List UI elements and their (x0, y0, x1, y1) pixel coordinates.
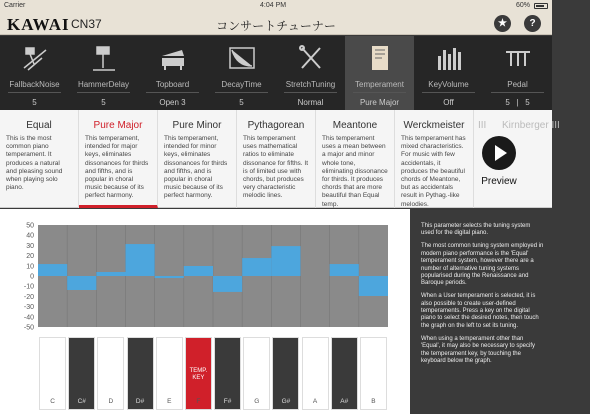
key-a-sharp[interactable] (331, 337, 358, 410)
tool-label: KeyVolume (428, 80, 469, 89)
temperament-list (0, 110, 560, 208)
key-g[interactable] (243, 337, 270, 410)
tool-value: 5 (101, 98, 106, 107)
chart-bar-b[interactable] (359, 276, 388, 296)
chart-bar-d-sharp[interactable] (126, 244, 155, 276)
temperament-card-meantone[interactable] (316, 110, 395, 208)
battery-icon (534, 3, 548, 9)
card-description: This temperament has mixed characteristics. For music with few accidentals, it produces the beautiful chords of Meantone, but as accidentals result in Pythag.-like melodies. (401, 135, 466, 208)
key-label: B (371, 398, 376, 405)
key-label: C# (77, 398, 86, 405)
y-tick-label: 20 (26, 253, 34, 261)
key-label: D (108, 398, 114, 405)
info-paragraph: When a User temperament is selected, it is also possible to create user-defined temperaments. Press a key on the digital piano to select the desired notes, then touch the graph on the left to set its tuning. (421, 293, 539, 329)
key-label: A (312, 398, 318, 405)
key-label: G (254, 398, 260, 405)
card-title: Pure Major (93, 120, 143, 131)
pedal-value-2: 5 (525, 98, 530, 107)
y-tick-label: -10 (23, 283, 34, 291)
card-title: III (478, 120, 487, 131)
tuning-panel (0, 209, 410, 414)
tool-value: Off (443, 98, 454, 107)
card-description: This temperament uses mathematical ratios to eliminate dissonance for fifths. It is of limited use with chords, but produces very characteristic melodic lines. (243, 135, 309, 200)
card-description: This temperament, intended for minor keys, eliminates dissonances for thirds and fifths, and is popular in choral music because of its perfect harmony. (164, 135, 228, 200)
key-label: D# (135, 398, 145, 405)
key-a[interactable] (302, 337, 329, 410)
tool-value: 5 (32, 98, 37, 107)
temperament-card-pure-major[interactable] (79, 110, 158, 208)
tool-hammerdelay[interactable] (69, 36, 138, 110)
tools-icon (296, 44, 326, 72)
preview-label: Preview (481, 176, 517, 187)
tool-label: FallbackNoise (9, 80, 60, 89)
key-label: F (196, 398, 201, 405)
favorite-button[interactable] (494, 15, 511, 32)
tool-topboard[interactable] (138, 36, 207, 110)
help-icon: ? (529, 18, 536, 29)
temp-key-label: TEMP. KEY (189, 368, 208, 381)
app-header (0, 12, 552, 35)
card-description: This temperament uses a mean between a major and minor whole tone, eliminating dissonance for thirds. It produces chords that are more beautiful than Equal temp. (322, 135, 388, 208)
temperament-card-pythagorean[interactable] (237, 110, 316, 208)
model-label: CN37 (71, 17, 102, 31)
tool-keyvolume[interactable] (414, 36, 483, 110)
temperament-keyboard (38, 337, 388, 410)
play-icon (482, 136, 516, 170)
kawai-logo: KAWAI (7, 15, 70, 34)
info-paragraph: This parameter selects the tuning system used for the digital piano. (421, 223, 531, 237)
key-b[interactable] (360, 337, 387, 410)
card-title: Werckmeister (403, 120, 465, 131)
key-label: E (167, 398, 172, 405)
tool-label: DecayTime (221, 80, 262, 89)
tool-decaytime[interactable] (207, 36, 276, 110)
chart-bar-g-sharp[interactable] (271, 246, 300, 276)
tool-value: Normal (297, 98, 324, 107)
tool-stretchtuning[interactable] (276, 36, 345, 110)
y-tick-label: 0 (30, 273, 34, 281)
y-tick-label: -50 (23, 324, 34, 332)
card-title: Equal (26, 120, 52, 131)
key-label: A# (340, 398, 349, 405)
card-description: This is the most common piano temperament. It produces a natural and pleasing sound when playing solo piano. (6, 135, 63, 192)
y-tick-label: -30 (23, 304, 34, 312)
y-tick-label: -20 (23, 293, 34, 301)
temperament-chart[interactable] (0, 209, 410, 337)
key-f[interactable] (185, 337, 212, 410)
pedal-value-1: 5 (505, 98, 510, 107)
chart-bar-e[interactable] (155, 276, 184, 278)
card-description: This temperament, intended for major keys, eliminates dissonances for thirds and fifths, and is popular in choral music because of its perfect harmony. (85, 135, 149, 200)
tool-value: Pure Major (359, 98, 400, 107)
key-label: F# (223, 398, 232, 405)
book-icon (365, 44, 395, 72)
info-panel (411, 209, 552, 414)
card-title: Pythagorean (247, 120, 305, 131)
y-tick-label: -40 (23, 314, 34, 322)
chart-bar-d[interactable] (96, 272, 125, 276)
tool-temperament[interactable] (345, 36, 414, 110)
key-f-sharp[interactable] (214, 337, 241, 410)
tool-value: Open 3 (159, 98, 186, 107)
pedal-separator: | (516, 98, 519, 107)
card-title: Pure Minor (172, 120, 222, 131)
info-paragraph: When using a temperament other than 'Equal', it may also be necessary to specify the temperament key, by touching the keyboard below the graph. (421, 335, 536, 364)
tool-fallbacknoise[interactable] (0, 36, 69, 110)
tool-label: Temperament (355, 80, 404, 89)
key-e[interactable] (156, 337, 183, 410)
tool-label: Pedal (507, 80, 528, 89)
chart-bar-c-sharp[interactable] (67, 276, 96, 290)
chart-bar-f[interactable] (184, 266, 213, 276)
star-icon: ★ (498, 18, 507, 29)
preview-button[interactable] (474, 136, 524, 198)
key-c-sharp[interactable] (68, 337, 95, 410)
key-c[interactable] (39, 337, 66, 410)
key-label: C (50, 398, 55, 405)
key-d-sharp[interactable] (127, 337, 154, 410)
info-paragraph: The most common tuning system employed in modern piano performance is the 'Equal' temperament system, however there are a number of alternative tuning systems popularised during the Renaissance and Baroque periods. (421, 243, 544, 287)
help-button[interactable] (524, 15, 541, 32)
parameter-toolbar (0, 36, 552, 110)
y-tick-label: 10 (26, 263, 34, 271)
chart-bar-c[interactable] (38, 264, 67, 276)
card-title: Kirnberger III (502, 120, 560, 131)
piano-lid-icon (158, 44, 188, 72)
y-tick-label: 50 (26, 222, 34, 230)
chart-bar-f-sharp[interactable] (213, 276, 242, 292)
key-label: G# (281, 398, 291, 405)
temperament-card-werckmeister[interactable] (395, 110, 474, 208)
tool-label: Topboard (155, 80, 190, 89)
key-g-sharp[interactable] (272, 337, 299, 410)
decay-icon (227, 44, 257, 72)
y-tick-label: 40 (26, 232, 34, 240)
card-title: Meantone (332, 120, 378, 131)
tool-value: 5 (239, 98, 244, 107)
tool-label: HammerDelay (77, 80, 130, 89)
tool-label: StretchTuning (285, 80, 336, 89)
key-d[interactable] (97, 337, 124, 410)
hammer-icon (89, 44, 119, 72)
keyboard-icon (434, 44, 464, 72)
page-title: コンサートチューナー (216, 19, 336, 33)
tool-value (483, 98, 552, 107)
tool-pedal[interactable] (483, 36, 552, 110)
status-bar (0, 0, 552, 12)
chart-bar-a-sharp[interactable] (330, 264, 359, 276)
temperament-card-equal[interactable] (0, 110, 79, 208)
y-tick-label: 30 (26, 242, 34, 250)
carrier-label: Carrier (4, 2, 26, 9)
chart-bar-g[interactable] (242, 258, 271, 276)
hammer-string-icon (20, 44, 50, 72)
battery-label: 60% (515, 2, 530, 9)
temperament-card-pure-minor[interactable] (158, 110, 237, 208)
clock-label: 4:04 PM (260, 2, 287, 9)
pedal-icon (503, 44, 533, 72)
